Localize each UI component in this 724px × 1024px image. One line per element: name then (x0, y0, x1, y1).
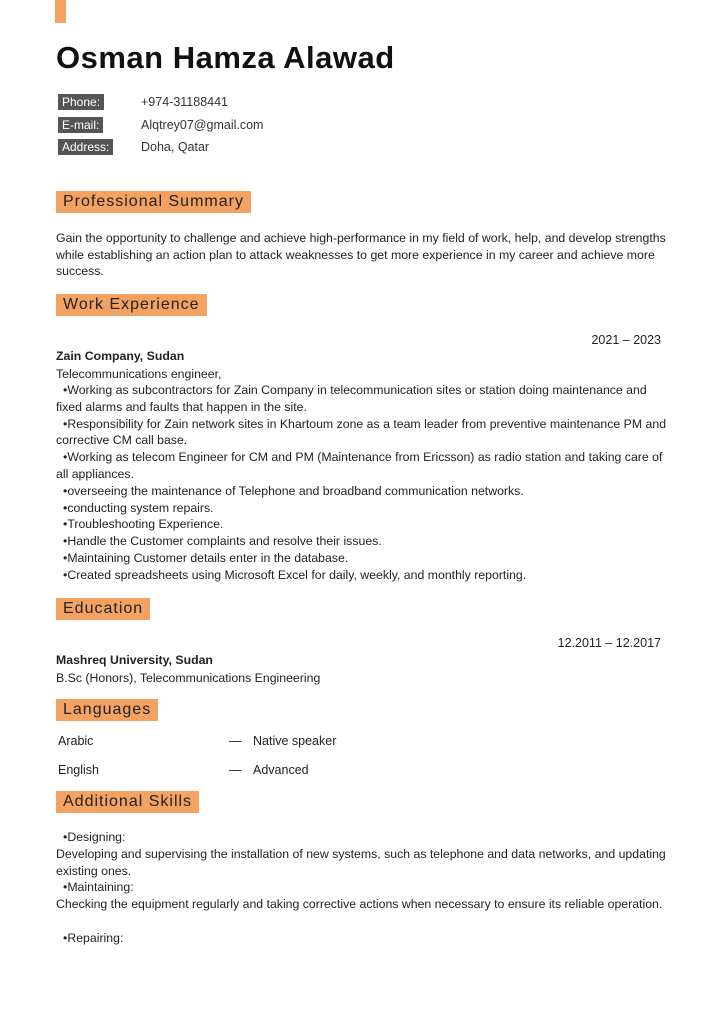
work-role: Telecommunications engineer, (56, 367, 222, 381)
list-item: • Troubleshooting Experience. (56, 516, 668, 533)
languages-heading: Languages (56, 699, 158, 721)
list-item: • Maintaining Customer details enter in the database. (56, 550, 668, 567)
skills-list (56, 930, 668, 947)
phone-label: Phone: (58, 94, 104, 110)
list-item: • Created spreadsheets using Microsoft Excel for daily, weekly, and monthly reporting. (56, 567, 668, 584)
accent-bar (55, 0, 66, 23)
list-item: • overseeing the maintenance of Telephone and broadband communication networks. (56, 483, 668, 500)
address-label: Address: (58, 139, 113, 155)
contact-email (58, 117, 418, 135)
skills-list (56, 879, 668, 896)
language-name: Arabic (58, 734, 94, 748)
work-date: 2021 – 2023 (591, 333, 661, 347)
list-item: • Handle the Customer complaints and resolve their issues. (56, 533, 668, 550)
language-level: Advanced (253, 763, 309, 777)
address-value: Doha, Qatar (141, 140, 210, 154)
professional-summary-heading: Professional Summary (56, 191, 251, 213)
phone-value: +974-31188441 (141, 95, 229, 109)
email-label: E-mail: (58, 117, 103, 133)
skill-description: Developing and supervising the installation of new systems, such as telephone and data networks, and updating existing ones. (56, 847, 666, 878)
list-item: • Working as telecom Engineer for CM and PM (Maintenance from Ericsson) as radio station and taking care of all appliances. (56, 449, 668, 483)
language-dash: — (229, 734, 242, 748)
skills-list (56, 829, 668, 846)
language-name: English (58, 763, 99, 777)
candidate-name: Osman Hamza Alawad (56, 40, 395, 75)
education-heading: Education (56, 598, 150, 620)
language-dash: — (229, 763, 242, 777)
education-date: 12.2011 – 12.2017 (557, 636, 661, 650)
contact-address (58, 139, 418, 157)
education-school: Mashreq University, Sudan (56, 653, 213, 667)
list-item: • conducting system repairs. (56, 500, 668, 517)
list-item: • Responsibility for Zain network sites in Khartoum zone as a team leader from preventive maintenance PM and corrective CM call base. (56, 416, 668, 450)
summary-text: Gain the opportunity to challenge and achieve high-performance in my field of work, help, and develop strengths while establishing an action plan to attack weaknesses to get more experience in my career and achieve more success. (56, 231, 666, 279)
skill-title: • Designing: (56, 829, 668, 846)
education-degree: B.Sc (Honors), Telecommunications Engineering (56, 671, 321, 685)
work-experience-heading: Work Experience (56, 294, 207, 316)
additional-skills-heading: Additional Skills (56, 791, 199, 813)
email-value: Alqtrey07@gmail.com (141, 118, 264, 132)
list-item: • Working as subcontractors for Zain Company in telecommunication sites or station doing maintenance and fixed alarms and faults that happen in the site. (56, 382, 668, 416)
skill-title: • Maintaining: (56, 879, 668, 896)
skill-description: Checking the equipment regularly and taking corrective actions when necessary to ensure its reliable operation. (56, 897, 663, 911)
work-company: Zain Company, Sudan (56, 349, 185, 363)
work-bullet-list (56, 382, 668, 584)
language-level: Native speaker (253, 734, 337, 748)
skill-title: • Repairing: (56, 930, 668, 947)
contact-phone (58, 94, 418, 112)
